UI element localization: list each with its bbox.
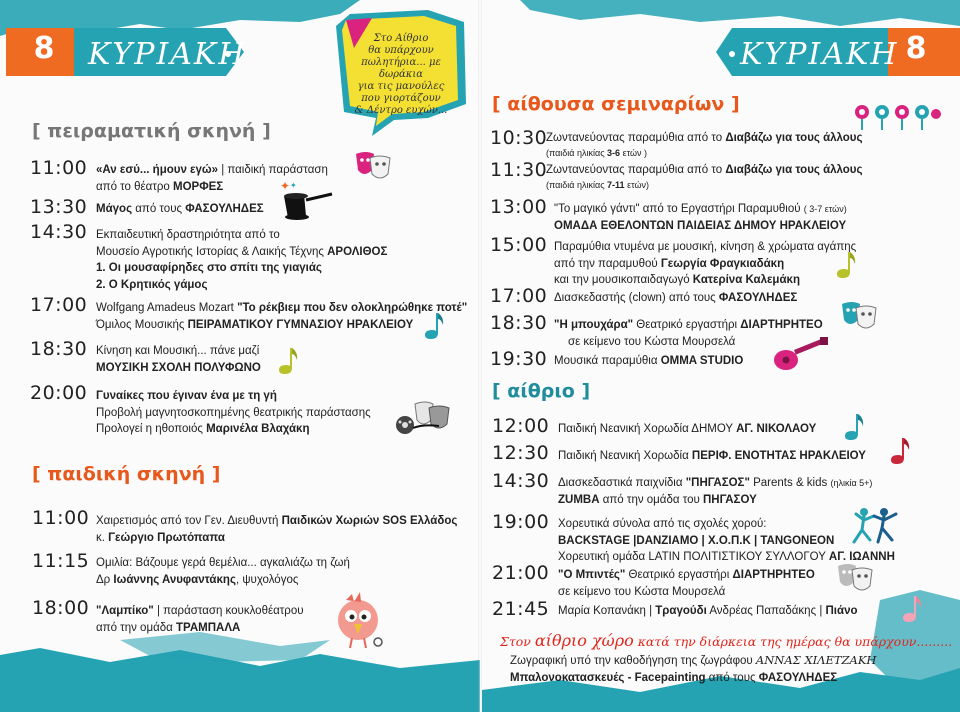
event-desc: Ζωντανεύοντας παραμύθια από το Διαβάζω για τους άλλους (παιδιά ηλικίας 3-6 ετών )	[546, 132, 863, 158]
time-1430b: 14:30	[492, 470, 550, 492]
event-desc: Παιδική Νεανική Χορωδία ΠΕΡΙΦ. ΕΝΟΤΗΤΑΣ ΗΡΑΚΛΕΙΟΥ	[558, 450, 866, 462]
right-day-number: 8	[905, 31, 927, 66]
theatre-masks-icon	[352, 148, 394, 182]
time-1030: 10:30	[490, 127, 548, 149]
time-1900: 19:00	[492, 511, 550, 533]
time-1930: 19:30	[490, 348, 548, 370]
event-desc: "Το μαγικό γάντι" από το Εργαστήρι Παραμυθιού ( 3-7 ετών) ΟΜΑΔΑ ΕΘΕΛΟΝΤΩΝ ΠΑΙΔΕΙΑΣ ΔΗΜΟΥ ΗΡΑΚΛΕΙΟΥ	[554, 203, 847, 232]
time-1700: 17:00	[30, 294, 88, 316]
event-desc: Παραμύθια ντυμένα με μουσική, κίνηση & χρώματα αγάπης από την παραμυθού Γεωργία Φραγκιαδάκη και την μουσικοπαιδαγωγό Κατερίνα Καλεμάκη	[554, 241, 857, 286]
music-note-icon	[422, 311, 446, 341]
time-1100: 11:00	[30, 157, 88, 179]
event-desc: Χαιρετισμός από τον Γεν. Διευθυντή Παιδικών Χωριών SOS Ελλάδος κ. Γεώργιο Πρωτόπαπα	[96, 515, 458, 544]
bubble-text-content: Στο Αίθριο θα υπάρχουν πωλητήρια... με δωράκια για τις μανούλες που γιορτάζουν & Δέντρο ευχών...	[354, 33, 448, 116]
guitar-icon	[772, 334, 832, 374]
event-desc: "Λαμπίκο" | παράσταση κουκλοθέατρου από την ομάδα ΤΡΑΜΠΑΛΑ	[96, 605, 304, 634]
event-desc: Γυναίκες που έγιναν ένα με τη γή Προβολή μαγνητοσκοπημένης θεατρικής παράστασης Προλογεί η ηθοποιός Μαρινέλα Βλαχάκη	[96, 390, 371, 435]
section-title-seminar-room: [ αίθουσα σεμιναρίων ]	[492, 93, 740, 115]
theatre-masks-icon	[838, 298, 880, 334]
magic-hat-icon	[276, 180, 336, 222]
time-1800: 18:00	[32, 597, 90, 619]
music-note-icon	[842, 412, 866, 442]
left-day-name: ΚΥΡΙΑΚΗ	[88, 37, 247, 72]
event-desc: Παιδική Νεανική Χορωδία ΔΗΜΟΥ ΑΓ. ΝΙΚΟΛΑΟΥ	[558, 423, 817, 435]
theatre-masks-icon	[834, 560, 876, 596]
event-desc: "Ο Μπιντές" Θεατρικό εργαστήρι ΔΙΑΡΤΗΡΗΤΕΟ σε κείμενο του Κώστα Μουρσελά	[558, 569, 815, 598]
footer-balloons: Μπαλονοκατασκευές - Facepainting από τους ΦΑΣΟΥΛΗΔΕΣ	[510, 672, 838, 684]
music-note-icon	[276, 346, 300, 376]
flowers-icon	[852, 102, 942, 132]
time-1300: 13:00	[490, 196, 548, 218]
time-1100b: 11:00	[32, 507, 90, 529]
time-1830b: 18:30	[490, 312, 548, 334]
page-fold	[478, 0, 482, 712]
event-desc: Wolfgang Amadeus Mozart "Το ρέκβιεμ που δεν ολοκληρώθηκε ποτέ" Όμιλος Μουσικής ΠΕΙΡΑΜΑΤΙΚΟΥ ΓΥΜΝΑΣΙΟΥ ΗΡΑΚΛΕΙΟΥ	[96, 302, 468, 331]
event-desc: Μαρία Κοπανάκη | Τραγούδι Ανδρέας Παπαδάκης | Πιάνο	[558, 605, 858, 617]
event-desc: Διασκεδαστής (clown) από τους ΦΑΣΟΥΛΗΔΕΣ	[554, 292, 798, 304]
event-desc: Εκπαιδευτική δραστηριότητα από το Μουσείο Αγροτικής Ιστορίας & Λαικής Τέχνης ΑΡΟΛΙΘΟΣ 1. Οι μουσαφίρηδες στο σπίτι της γιαγιάς 2. Ο Κρητικός γάμος	[96, 229, 388, 291]
footer-painting: Ζωγραφική υπό την καθοδήγηση της ζωγράφου ΑΝΝΑΣ ΧΙΛΕΤΖΑΚΗ	[510, 653, 877, 667]
left-day-number: 8	[33, 31, 55, 66]
time-1430: 14:30	[30, 221, 88, 243]
time-1700b: 17:00	[490, 285, 548, 307]
event-desc: "Η μπουχάρα" Θεατρικό εργαστήρι ΔΙΑΡΤΗΡΗΤΕΟ σε κείμενο του Κώστα Μουρσελά	[554, 319, 823, 348]
event-desc: «Αν εσύ... ήμουν εγώ» | παιδική παράσταση από το θέατρο ΜΟΡΦΕΣ	[96, 164, 328, 193]
svg-text:✦: ✦	[280, 180, 291, 193]
time-1500: 15:00	[490, 234, 548, 256]
section-title-experimental-stage: [ πειραματική σκηνή ]	[32, 120, 271, 142]
event-desc: Διασκεδαστικά παιχνίδια "ΠΗΓΑΣΟΣ" Parents & kids (ηλικία 5+) ZUMBA από την ομάδα του ΠΗΓΑΣΟΥ	[558, 477, 873, 506]
event-desc: Κίνηση και Μουσική... πάνε μαζί ΜΟΥΣΙΚΗ ΣΧΟΛΗ ΠΟΛΥΦΩΝΟ	[96, 345, 261, 374]
time-2000: 20:00	[30, 382, 88, 404]
music-note-icon	[900, 594, 924, 624]
music-note-icon	[834, 250, 858, 280]
right-day-name: ΚΥΡΙΑΚΗ	[740, 37, 899, 72]
event-desc: Μάγος από τους ΦΑΣΟΥΛΗΔΕΣ	[96, 203, 264, 215]
time-2145: 21:45	[492, 598, 550, 620]
film-masks-icon	[393, 398, 457, 438]
time-1230: 12:30	[492, 442, 550, 464]
event-desc: Ομιλία: Βάζουμε γερά θεμέλια... αγκαλιάζω τη ζωή Δρ Ιωάννης Ανυφαντάκης, ψυχολόγος	[96, 557, 350, 586]
section-title-atrium: [ αίθριο ]	[492, 380, 591, 402]
time-1330: 13:30	[30, 196, 88, 218]
bird-puppet-icon	[328, 592, 390, 654]
event-desc: Μουσικά παραμύθια OMMA STUDIO	[554, 355, 744, 367]
time-1130: 11:30	[490, 159, 548, 181]
time-1830: 18:30	[30, 338, 88, 360]
atrium-note: Στον αίθριο χώρο κατά την διάρκεια της ημέρας θα υπάρχουν.........	[500, 631, 953, 650]
section-title-kids-stage: [ παιδική σκηνή ]	[32, 463, 221, 485]
music-note-icon	[888, 436, 912, 466]
bubble-text	[340, 33, 462, 117]
event-desc: Ζωντανεύοντας παραμύθια από το Διαβάζω για τους άλλους (παιδιά ηλικίας 7-11 ετών)	[546, 164, 863, 190]
event-desc: Χορευτικά σύνολα από τις σχολές χορού: BACKSTAGE |DANZIAMO | Χ.Ο.Π.Κ | TANGONEON Χορευτική ομάδα LATIN ΠΟΛΙΤΙΣΤΙΚΟΥ ΣΥΛΛΟΓΟΥ ΑΓ. ΙΩΑΝΝΗ	[558, 518, 895, 563]
time-1200: 12:00	[492, 415, 550, 437]
svg-text:✦: ✦	[290, 181, 297, 190]
dancers-icon	[850, 506, 900, 546]
time-2100: 21:00	[492, 562, 550, 584]
time-1115: 11:15	[32, 550, 90, 572]
